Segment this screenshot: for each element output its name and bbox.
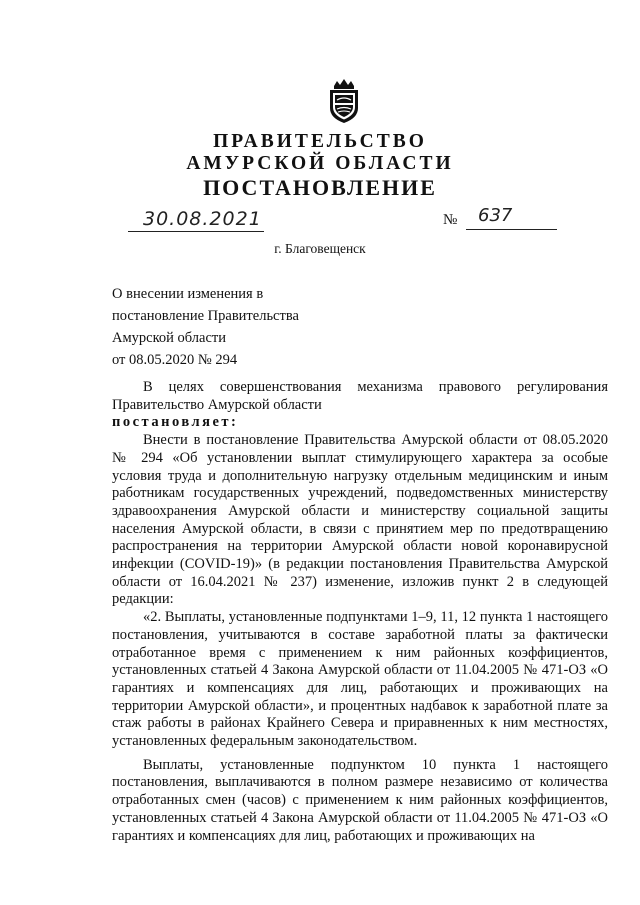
government-title-line2: АМУРСКОЙ ОБЛАСТИ [186,153,454,174]
subject-line: от 08.05.2020 № 294 [112,352,238,368]
preamble-paragraph: В целях совершенствования механизма правового регулирования Правительство Амурской области [112,379,608,413]
number-sign: № [443,212,458,228]
coat-of-arms-icon [323,78,365,124]
subject-block [112,283,299,371]
document-body [112,379,608,845]
number-underline [466,229,557,230]
city-name: г. Благовещенск [274,241,366,256]
government-title-line1: ПРАВИТЕЛЬСТВО [213,131,427,152]
decree-date: 30.08.2021 [143,208,262,230]
body-paragraph-2: «2. Выплаты, установленные подпунктами 1–9, 11, 12 пункта 1 настоящего постановления, учитываются в составе заработной платы за фактически отработанное время с применением к ним районных коэффициентов, установленных статьей 4 Закона Амурской области от 11.04.2005 № 471-ОЗ «О гарантиях и компенсациях для лиц, работающих и проживающих на территории Амурской области», и процентных надбавок к заработной плате за стаж работы в районах Крайнего Севера и приравненных к ним местностях, установленных федеральным законодательством. [112,609,608,750]
document-type-title: ПОСТАНОВЛЕНИЕ [203,175,437,200]
resolves-heading: постановляет: [112,414,239,431]
subject-line: постановление Правительства [112,308,299,324]
subject-line: О внесении изменения в [112,286,264,302]
decree-number: 637 [478,205,513,226]
subject-line: Амурской области [112,330,226,346]
body-paragraph-1: Внести в постановление Правительства Амурской области от 08.05.2020 № 294 «Об установлении выплат стимулирующего характера за особые условия труда и дополнительную нагрузку отдельным медицинским и иным работникам государственных учреждений, подведомственных министерству здравоохранения Амурской области и министерству социальной защиты населения Амурской области, в связи с принятием мер по предотвращению распространения на территории Амурской области новой коронавирусной инфекции (COVID-19)» (в редакции постановления Правительства Амурской области от 16.04.2021 № 237) изменение, изложив пункт 2 в следующей редакции: [112,432,608,608]
date-underline [128,231,264,232]
body-paragraph-3: Выплаты, установленные подпунктом 10 пункта 1 настоящего постановления, выплачиваются в полном размере независимо от количества отработанных смен (часов) с применением к ним районных коэффициентов, установленных статьей 4 Закона Амурской области от 11.04.2005 № 471-ОЗ «О гарантиях и компенсациях для лиц, работающих и проживающих на [112,756,608,844]
